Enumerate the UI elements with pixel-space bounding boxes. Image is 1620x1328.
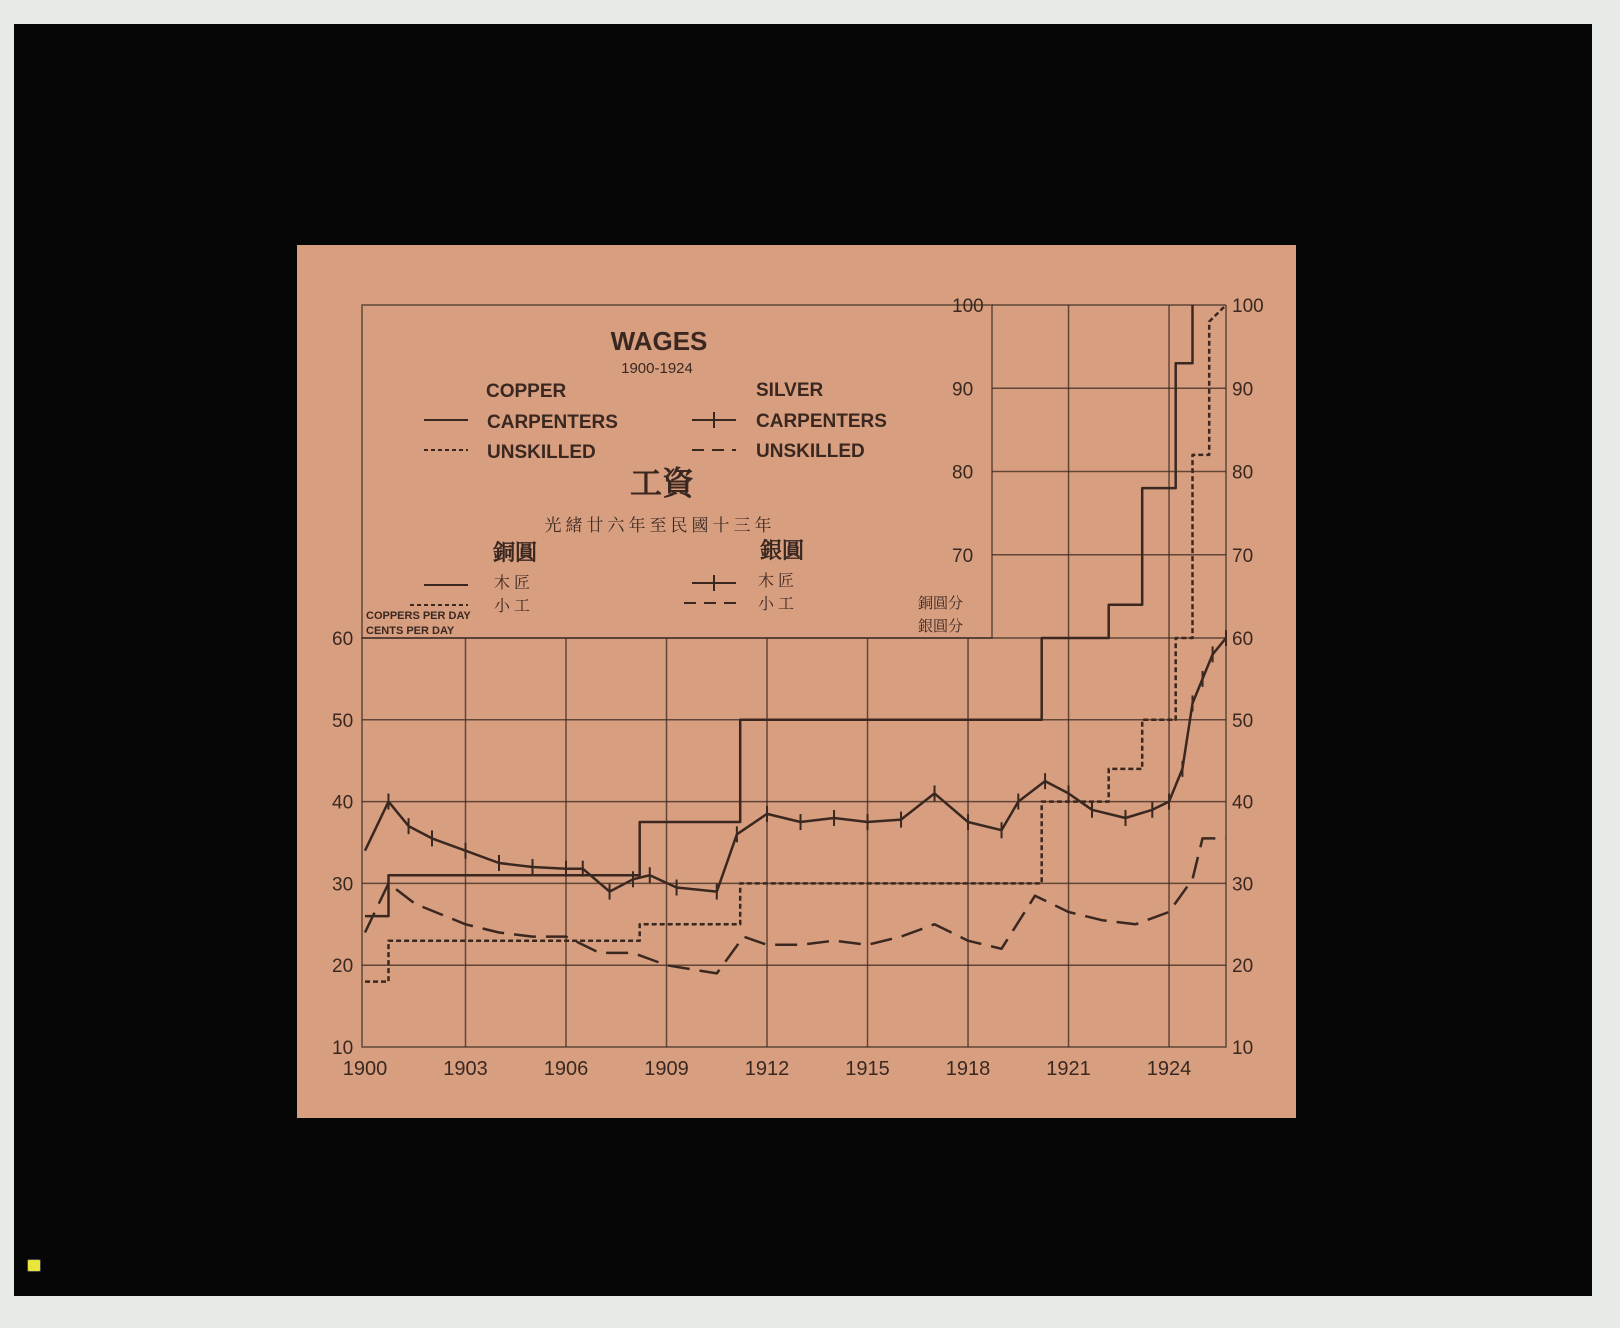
unit-label-cents: CENTS PER DAY xyxy=(366,625,455,637)
legend-copper-carpenters: CARPENTERS xyxy=(487,412,618,433)
y-tick-label-mid: 90 xyxy=(952,379,974,401)
chart-title-cn: 工資 xyxy=(629,464,695,502)
legend-copper-heading: COPPER xyxy=(486,381,567,402)
y-tick-label-right: 70 xyxy=(1232,545,1254,567)
y-tick-label-right: 90 xyxy=(1232,379,1254,401)
y-tick-label-left: 30 xyxy=(332,874,354,896)
legend-copper-heading-cn: 銅圓 xyxy=(493,541,538,566)
y-tick-label-left: 20 xyxy=(332,956,354,978)
lower-plot-frame xyxy=(362,638,1226,1047)
x-tick-label: 1918 xyxy=(945,1058,991,1080)
legend-silver-heading-cn: 銀圓 xyxy=(760,539,805,564)
x-tick-label: 1915 xyxy=(845,1058,890,1080)
y-tick-label-right: 20 xyxy=(1232,956,1254,978)
y-tick-label-right: 10 xyxy=(1232,1038,1254,1059)
legend-swatch-silver-carpenters-cn xyxy=(692,575,736,591)
chart-subtitle: 1900-1924 xyxy=(621,360,693,377)
chart-series xyxy=(365,305,1226,982)
x-tick-label: 1903 xyxy=(443,1058,488,1080)
y-tick-label-right: 60 xyxy=(1232,629,1254,650)
x-tick-label: 1906 xyxy=(543,1058,589,1080)
series-line-copper-unskilled xyxy=(365,305,1226,982)
unit-label-coppers: COPPERS PER DAY xyxy=(366,610,471,622)
x-tick-label: 1900 xyxy=(342,1058,388,1080)
x-tick-label: 1912 xyxy=(744,1058,790,1080)
x-tick-label: 1909 xyxy=(644,1058,689,1080)
y-tick-label-mid: 70 xyxy=(952,545,974,567)
y-tick-label-right: 100 xyxy=(1232,296,1264,317)
annotation-marker-icon xyxy=(27,1259,41,1272)
y-tick-label-mid: 100 xyxy=(952,296,984,317)
x-tick-label: 1924 xyxy=(1146,1058,1192,1080)
series-line-silver-unskilled xyxy=(365,838,1226,973)
legend-silver-unskilled-cn: 小工 xyxy=(758,594,799,613)
y-tick-label-left: 10 xyxy=(332,1038,354,1059)
legend-silver-carpenters-cn: 木匠 xyxy=(758,571,799,590)
x-tick-label: 1921 xyxy=(1046,1058,1091,1080)
legend-copper-carpenters-cn: 木匠 xyxy=(494,573,535,592)
chart-subtitle-cn: 光緒廿六年至民國十三年 xyxy=(544,516,776,536)
unit-label-cents-cn: 銀圓分 xyxy=(918,617,964,635)
y-tick-label-mid: 80 xyxy=(952,462,974,484)
legend-swatch-silver-carpenters xyxy=(692,412,736,428)
y-tick-label-right: 30 xyxy=(1232,874,1254,896)
y-tick-label-right: 40 xyxy=(1232,792,1254,814)
y-tick-label-right: 50 xyxy=(1232,710,1254,732)
legend-copper-unskilled: UNSKILLED xyxy=(487,442,596,463)
y-tick-label-right: 80 xyxy=(1232,462,1254,484)
chart-title: WAGES xyxy=(610,326,708,356)
legend-copper-unskilled-cn: 小工 xyxy=(494,596,535,615)
legend-silver-heading: SILVER xyxy=(756,380,824,401)
legend-silver-unskilled: UNSKILLED xyxy=(756,441,865,462)
y-tick-label-left: 60 xyxy=(332,629,354,650)
y-tick-label-left: 40 xyxy=(332,792,354,814)
y-tick-label-left: 50 xyxy=(332,710,354,732)
series-line-silver-carpenters xyxy=(365,638,1226,892)
legend-silver-carpenters: CARPENTERS xyxy=(756,411,887,432)
unit-label-coppers-cn: 銅圓分 xyxy=(918,594,964,612)
